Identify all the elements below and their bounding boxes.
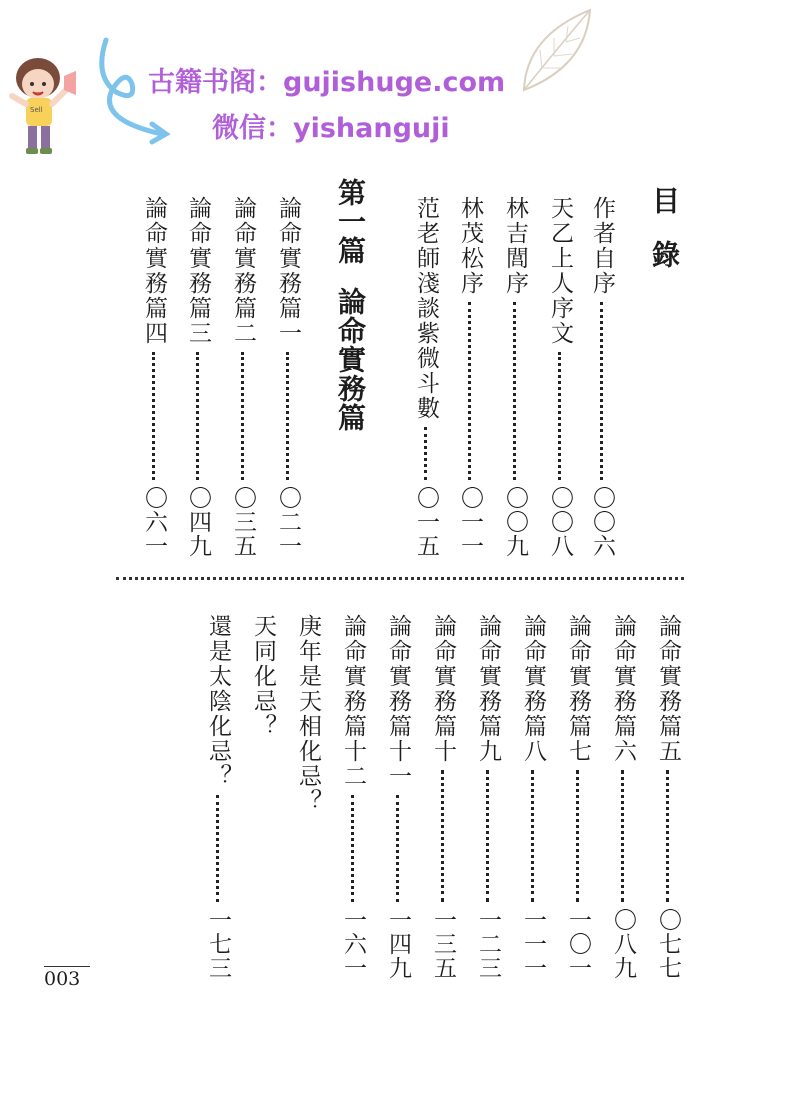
toc-entry-page: 〇二一 <box>275 486 301 558</box>
toc-entry-title: 還是太陰化忌？ <box>205 614 231 789</box>
mascot-icon <box>6 48 76 164</box>
dot-leader <box>396 795 399 902</box>
toc-entry[interactable] <box>590 196 613 558</box>
toc-entry[interactable] <box>611 614 634 980</box>
toc-entry[interactable] <box>503 196 526 558</box>
dot-leader <box>576 770 579 902</box>
toc-entry-page: 〇八九 <box>610 908 636 980</box>
toc-entry-page: 一六一 <box>340 908 366 980</box>
toc-entry[interactable] <box>476 614 499 980</box>
toc-heading: 目錄 <box>648 186 681 294</box>
toc-entry[interactable] <box>142 196 165 558</box>
dot-leader <box>286 352 289 480</box>
dot-leader <box>600 302 603 480</box>
toc-entry[interactable] <box>548 196 571 558</box>
toc-entry[interactable] <box>341 614 364 980</box>
toc-entry-title: 林茂松序 <box>457 196 483 296</box>
toc-entry-page: 一四九 <box>385 908 411 980</box>
toc-entry-page: 一一一 <box>520 908 546 980</box>
toc-entry-page: 〇四九 <box>185 486 211 558</box>
toc-entry-title: 論命實務篇三 <box>185 196 211 346</box>
toc-entry[interactable] <box>656 614 679 980</box>
toc-entry-page: 〇〇六 <box>589 486 615 558</box>
dot-leader <box>531 770 534 902</box>
toc-entry-page: 一三五 <box>430 908 456 980</box>
toc-entry-page: 一二三 <box>475 908 501 980</box>
toc-entry-title: 論命實務篇二 <box>230 196 256 346</box>
toc-entry-title: 作者自序 <box>589 196 615 296</box>
toc-entry[interactable] <box>276 196 299 558</box>
toc-entry-title: 論命實務篇八 <box>520 614 546 764</box>
dot-leader <box>196 352 199 480</box>
toc-entry[interactable] <box>566 614 589 980</box>
toc-entry[interactable] <box>231 196 254 558</box>
dot-leader <box>441 770 444 902</box>
toc-entry-page: 〇一五 <box>413 486 439 558</box>
toc-entry[interactable] <box>458 196 481 558</box>
watermark-site-text: 古籍书阁：gujishuge.com <box>148 67 506 98</box>
toc-entry-page: 〇一一 <box>457 486 483 558</box>
toc-entry-page: 〇〇八 <box>547 486 573 558</box>
toc-entry-title: 論命實務篇七 <box>565 614 591 764</box>
toc-question-line[interactable] <box>296 614 319 814</box>
dot-leader <box>152 352 155 480</box>
dot-leader <box>486 770 489 902</box>
toc-entry-title: 論命實務篇十二 <box>340 614 366 789</box>
toc-entry-title: 論命實務篇十一 <box>385 614 411 789</box>
toc-entry-page: 〇七七 <box>655 908 681 980</box>
toc-entry-title: 論命實務篇一 <box>275 196 301 346</box>
toc-entry-page: 〇六一 <box>141 486 167 558</box>
toc-entry-title: 論命實務篇九 <box>475 614 501 764</box>
dot-leader <box>351 795 354 902</box>
dot-leader <box>513 302 516 480</box>
toc-entry-title: 范老師淺談紫微斗數 <box>413 196 439 421</box>
toc-entry-page: 一〇一 <box>565 908 591 980</box>
page-number: 003 <box>44 966 90 990</box>
dot-leader <box>216 795 219 902</box>
toc-entry[interactable] <box>186 196 209 558</box>
leaf-icon <box>516 6 596 96</box>
toc-entry[interactable] <box>414 196 437 558</box>
toc-entry-page: 一七三 <box>205 908 231 980</box>
dot-leader <box>558 352 561 480</box>
dot-leader <box>241 352 244 480</box>
section-title: 論命實務篇 <box>334 287 367 432</box>
dot-leader <box>666 770 669 902</box>
toc-entry-title: 論命實務篇十 <box>430 614 456 764</box>
toc-entry-title: 論命實務篇六 <box>610 614 636 764</box>
dot-leader <box>468 302 471 480</box>
toc-question-text: 天同化忌？ <box>250 614 276 739</box>
toc-entry[interactable] <box>206 614 229 980</box>
dot-leader <box>621 770 624 902</box>
section-number: 第一篇 <box>334 178 367 265</box>
toc-entry-title: 林吉閭序 <box>502 196 528 296</box>
toc-question-line[interactable] <box>251 614 274 739</box>
toc-entry[interactable] <box>386 614 409 980</box>
toc-question-text: 庚年是天相化忌？ <box>295 614 321 814</box>
toc-entry-title: 論命實務篇四 <box>141 196 167 346</box>
toc-entry-title: 論命實務篇五 <box>655 614 681 764</box>
mascot-shirt-text: Sell <box>30 106 43 114</box>
watermark-wechat-text: 微信：yishanguji <box>212 113 450 144</box>
toc-entry-page: 〇三五 <box>230 486 256 558</box>
section-heading <box>330 178 370 432</box>
toc-entry[interactable] <box>431 614 454 980</box>
toc-entry-title: 天乙上人序文 <box>547 196 573 346</box>
toc-entry[interactable] <box>521 614 544 980</box>
toc-entry-page: 〇〇九 <box>502 486 528 558</box>
dot-leader <box>424 427 427 480</box>
dotted-divider <box>116 577 684 580</box>
